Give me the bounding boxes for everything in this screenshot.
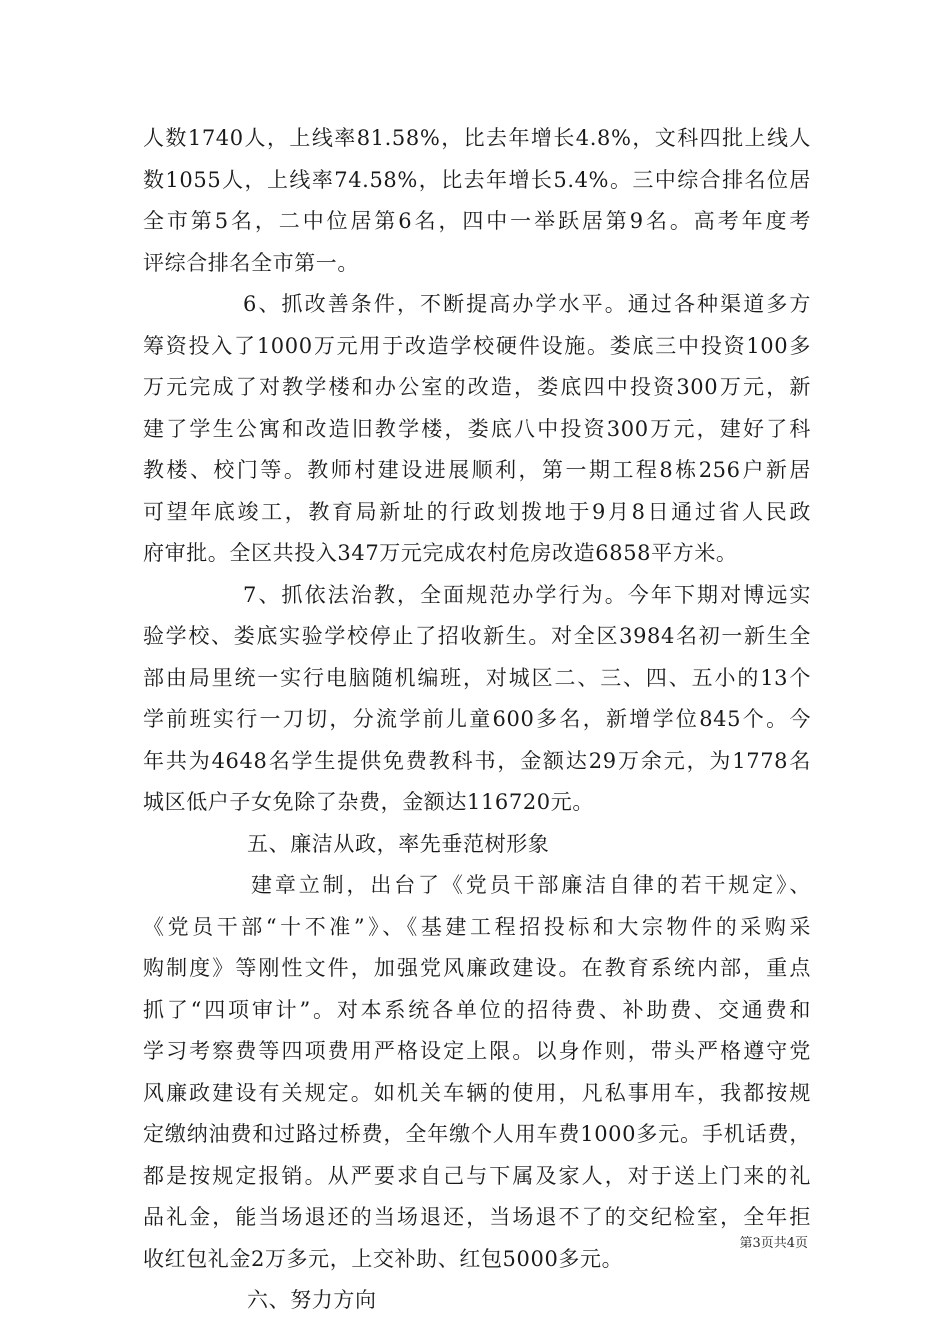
document-body: [143, 118, 811, 1322]
text-line: 全市第5名，二中位居第6名，四中一举跃居第9名。高考年度考: [143, 209, 811, 233]
text-line: 筹资投入了1000万元用于改造学校硬件设施。娄底三中投资100多: [143, 333, 811, 358]
paragraph-heading-line: 建章立制，出台了《党员干部廉洁自律的若干规定》、: [251, 873, 811, 897]
text-line: 数1055人，上线率74.58%，比去年增长5.4%。三中综合排名位居: [143, 167, 811, 192]
text-line: 购制度》等刚性文件，加强党风廉政建设。在教育系统内部，重点: [143, 956, 811, 980]
text-line: 品礼金，能当场退还的当场退还，当场退不了的交纪检室，全年拒: [143, 1205, 811, 1229]
text-line: 年共为4648名学生提供免费教科书，金额达29万余元，为1778名: [143, 748, 811, 773]
text-line: 部由局里统一实行电脑随机编班，对城区二、三、四、五小的13个: [143, 665, 811, 690]
text-line: 城区低户子女免除了杂费，金额达116720元。: [143, 790, 594, 814]
text-line: 《党员干部“十不准”》、《基建工程招投标和大宗物件的采购采: [143, 914, 811, 939]
paragraph-heading-line: 6、抓改善条件，不断提高办学水平。通过各种渠道多方: [243, 292, 811, 316]
page-number-footer: 第3页共4页: [739, 1236, 808, 1251]
text-line: 府审批。全区共投入347万元完成农村危房改造6858平方米。: [143, 541, 738, 565]
text-line: 都是按规定报销。从严要求自己与下属及家人，对于送上门来的礼: [143, 1163, 811, 1188]
text-line: 人数1740人，上线率81.58%，比去年增长4.8%，文科四批上线人: [143, 126, 811, 150]
text-line: 收红包礼金2万多元，上交补助、红包5000多元。: [143, 1246, 624, 1271]
text-line: 学习考察费等四项费用严格设定上限。以身作则，带头严格遵守党: [143, 1039, 811, 1063]
text-line: 风廉政建设有关规定。如机关车辆的使用，凡私事用车，我都按规: [143, 1080, 811, 1105]
text-line: 万元完成了对教学楼和办公室的改造，娄底四中投资300万元，新: [143, 375, 811, 399]
text-line: 可望年底竣工，教育局新址的行政划拨地于9月8日通过省人民政: [143, 499, 811, 524]
section-heading: 五、廉洁从政，率先垂范树形象: [247, 831, 550, 856]
text-line: 学前班实行一刀切，分流学前儿童600多名，新增学位845个。今: [143, 707, 811, 731]
section-heading: 六、努力方向: [247, 1288, 377, 1312]
text-line: 定缴纳油费和过路过桥费，全年缴个人用车费1000多元。手机话费，: [143, 1122, 811, 1146]
text-line: 验学校、娄底实验学校停止了招收新生。对全区3984名初一新生全: [143, 624, 811, 648]
text-line: 抓了“四项审计”。对本系统各单位的招待费、补助费、交通费和: [143, 997, 811, 1022]
paragraph-heading-line: 7、抓依法治教，全面规范办学行为。今年下期对博远实: [243, 582, 811, 607]
text-line: 建了学生公寓和改造旧教学楼，娄底八中投资300万元，建好了科: [143, 416, 811, 441]
text-line: 评综合排名全市第一。: [143, 250, 359, 275]
text-line: 教楼、校门等。教师村建设进展顺利，第一期工程8栋256户新居: [143, 458, 811, 482]
